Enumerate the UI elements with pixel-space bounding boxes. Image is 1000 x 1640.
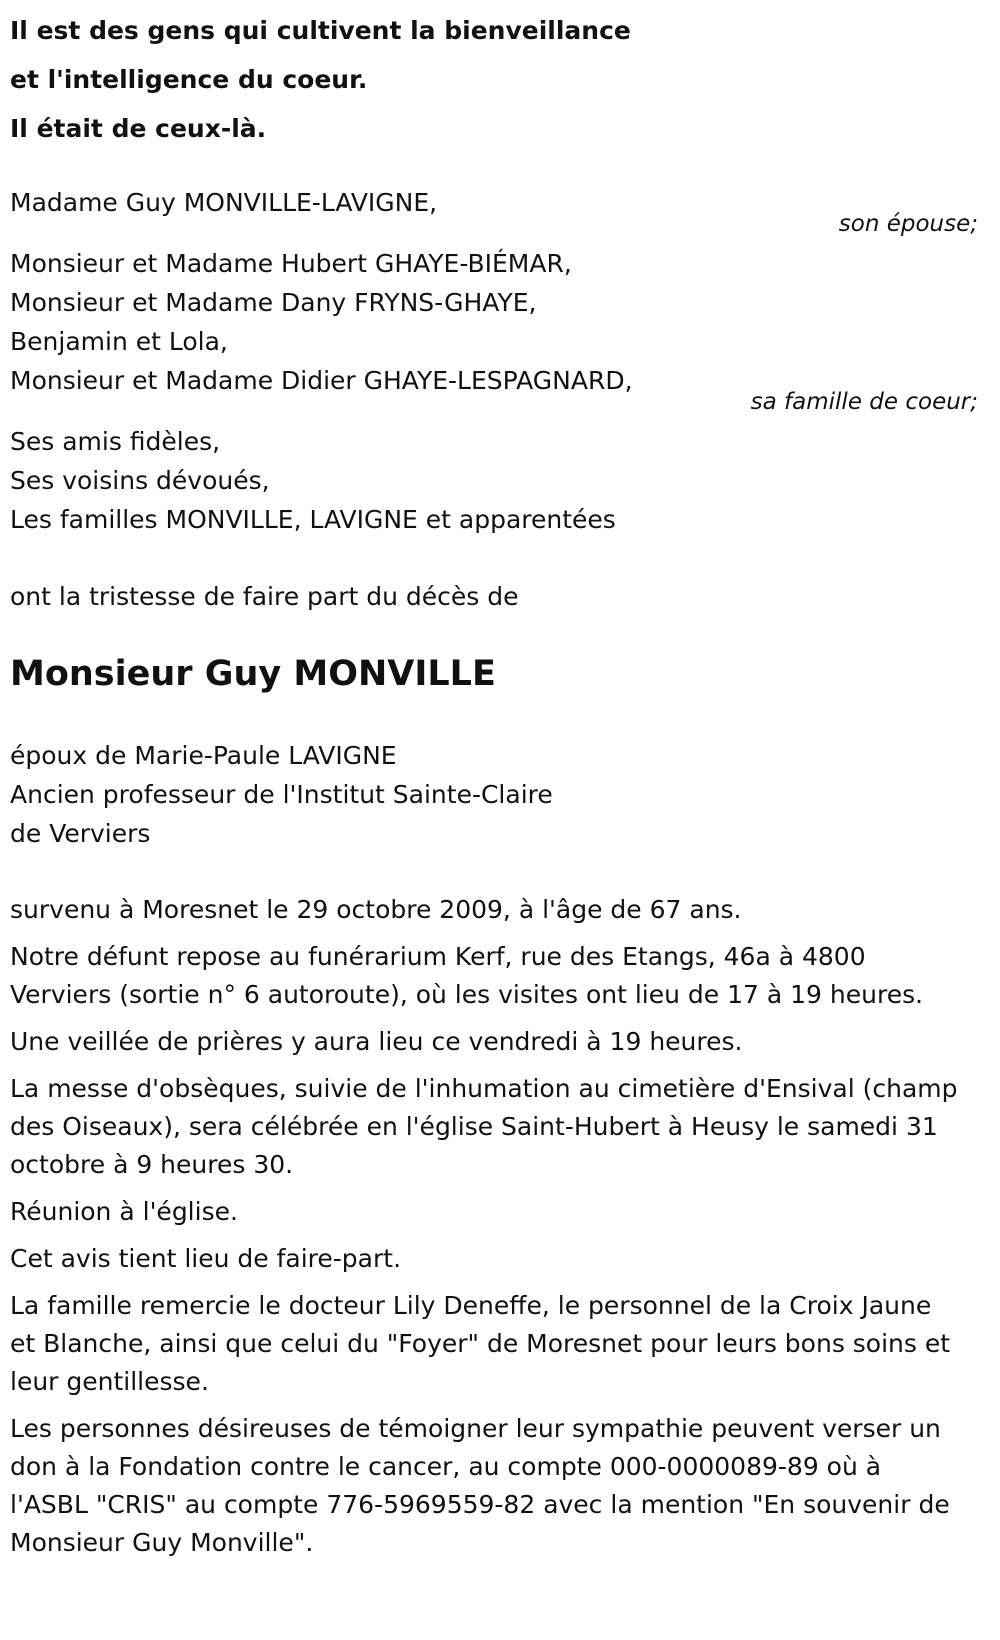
death-date-paragraph: survenu à Moresnet le 29 octobre 2009, à l'âge de 67 ans. [10, 895, 742, 924]
family-member: Monsieur et Madame Didier GHAYE-LESPAGNARD, [10, 366, 633, 395]
epigraph [10, 0, 990, 153]
funeral-mass-paragraph: La messe d'obsèques, suivie de l'inhumation au cimetière d'Ensival (champ des Oiseaux), sera célébrée en l'église Saint-Hubert à Heusy le samedi 31 octobre à 9 heures 30. [10, 1074, 958, 1179]
epigraph-line: Il est des gens qui cultivent la bienveillance [10, 16, 631, 45]
family-member: Monsieur et Madame Hubert GHAYE-BIÉMAR, [10, 249, 572, 278]
funeral-home-paragraph: Notre défunt repose au funérarium Kerf, rue des Etangs, 46a à 4800 Verviers (sortie n° 6 autoroute), où les visites ont lieu de 17 à 19 heures. [10, 942, 924, 1009]
meeting-paragraph: Réunion à l'église. [10, 1197, 238, 1226]
deceased-detail-line: Ancien professeur de l'Institut Sainte-Claire [10, 780, 553, 809]
family-block [10, 244, 990, 415]
spouse-name: Madame Guy MONVILLE-LAVIGNE, [10, 188, 438, 217]
notice-paragraphs [10, 891, 960, 1562]
deceased-detail-line: époux de Marie-Paule LAVIGNE [10, 741, 397, 770]
deceased-detail-line: de Verviers [10, 819, 151, 848]
donation-paragraph: Les personnes désireuses de témoigner leur sympathie peuvent verser un don à la Fondation contre le cancer, au compte 000-0000089-89 où à l'ASBL "CRIS" au compte 776-5969559-82 avec la mention "En souvenir de Monsieur Guy Monville". [10, 1414, 950, 1557]
friends-block [10, 422, 990, 539]
announcement: ont la tristesse de faire part du décès de [10, 582, 519, 611]
vigil-paragraph: Une veillée de prières y aura lieu ce vendredi à 19 heures. [10, 1027, 743, 1056]
friends-line: Ses voisins dévoués, [10, 466, 270, 495]
epigraph-line: Il était de ceux-là. [10, 114, 267, 143]
spouse-block [10, 183, 990, 237]
spouse-role: son épouse; [838, 211, 978, 237]
friends-line: Les familles MONVILLE, LAVIGNE et apparentées [10, 505, 616, 534]
notice-paragraph: Cet avis tient lieu de faire-part. [10, 1244, 402, 1273]
epigraph-line: et l'intelligence du coeur. [10, 65, 368, 94]
friends-line: Ses amis fidèles, [10, 427, 221, 456]
family-member: Monsieur et Madame Dany FRYNS-GHAYE, [10, 288, 537, 317]
deceased-name: Monsieur Guy MONVILLE [10, 654, 496, 694]
thanks-paragraph: La famille remercie le docteur Lily Deneffe, le personnel de la Croix Jaune et Blanche, ainsi que celui du "Foyer" de Moresnet pour leurs bons soins et leur gentillesse. [10, 1291, 951, 1396]
family-role: sa famille de coeur; [750, 389, 978, 415]
deceased-details [10, 736, 990, 853]
family-member: Benjamin et Lola, [10, 327, 228, 356]
